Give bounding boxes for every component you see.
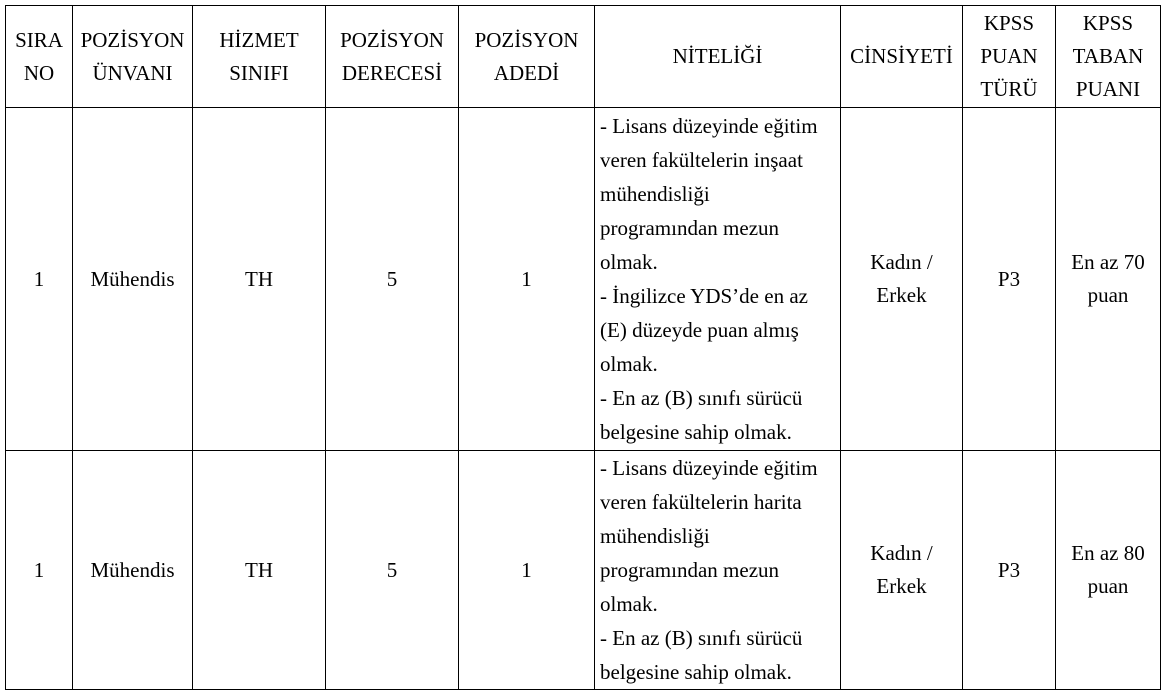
cell-cinsiyeti bbox=[841, 451, 963, 690]
table-header bbox=[6, 6, 1161, 108]
header-kpss-puan-turu bbox=[963, 6, 1056, 108]
header-line: KPSS bbox=[1082, 11, 1134, 35]
table-body bbox=[6, 108, 1161, 690]
cell-hizmet-sinifi: TH bbox=[193, 451, 326, 690]
table-row bbox=[6, 108, 1161, 451]
header-line: SINIFI bbox=[229, 60, 289, 85]
qualification-line: programından mezun bbox=[600, 558, 780, 582]
header-pozisyon-adedi bbox=[459, 6, 595, 108]
header-niteligi bbox=[595, 6, 841, 108]
qualification-line: belgesine sahip olmak. bbox=[600, 660, 792, 684]
qualification-line: mühendisliği bbox=[600, 182, 710, 206]
qualification-line: olmak. bbox=[600, 352, 658, 376]
header-line: PUAN bbox=[980, 44, 1038, 68]
gender-line: Kadın / bbox=[870, 250, 933, 274]
score-line: En az 70 bbox=[1071, 250, 1145, 274]
header-row bbox=[6, 6, 1161, 108]
qualification-line: - İngilizce YDS’de en az bbox=[600, 284, 808, 308]
gender-line: Kadın / bbox=[870, 541, 933, 565]
cell-pozisyon-adedi: 1 bbox=[459, 108, 595, 451]
qualification-line: olmak. bbox=[600, 592, 658, 616]
cell-sira-no: 1 bbox=[6, 108, 73, 451]
cell-niteligi bbox=[595, 108, 841, 451]
header-line: POZİSYON bbox=[340, 27, 444, 52]
header-line: KPSS bbox=[983, 11, 1035, 35]
header-line: ADEDİ bbox=[493, 60, 560, 85]
cell-kpss-puan-turu: P3 bbox=[963, 108, 1056, 451]
cell-pozisyon-unvani: Mühendis bbox=[73, 108, 193, 451]
qualification-line: programından mezun bbox=[600, 216, 780, 240]
header-line: NİTELİĞİ bbox=[672, 44, 763, 68]
cell-kpss-puan-turu: P3 bbox=[963, 451, 1056, 690]
header-line: TÜRÜ bbox=[980, 77, 1038, 101]
gender-line: Erkek bbox=[876, 574, 927, 598]
header-line: TABAN bbox=[1072, 44, 1144, 68]
qualification-line: - Lisans düzeyinde eğitim bbox=[600, 456, 818, 480]
header-line: HİZMET bbox=[219, 27, 299, 52]
gender-line: Erkek bbox=[876, 283, 927, 307]
header-line: NO bbox=[23, 60, 55, 85]
qualification-line: olmak. bbox=[600, 250, 658, 274]
header-line: POZİSYON bbox=[80, 27, 185, 52]
qualification-line: - En az (B) sınıfı sürücü bbox=[600, 626, 803, 650]
header-line: SIRA bbox=[15, 27, 63, 52]
cell-kpss-taban-puani bbox=[1056, 451, 1161, 690]
score-line: En az 80 bbox=[1071, 541, 1145, 565]
position-table bbox=[5, 5, 1161, 690]
header-line: PUANI bbox=[1075, 77, 1141, 101]
header-sira-no bbox=[6, 6, 73, 108]
header-line: CİNSİYETİ bbox=[850, 44, 953, 68]
cell-pozisyon-derecesi: 5 bbox=[326, 108, 459, 451]
header-pozisyon-unvani bbox=[73, 6, 193, 108]
qualification-line: - Lisans düzeyinde eğitim bbox=[600, 114, 818, 138]
score-line: puan bbox=[1087, 283, 1129, 307]
header-kpss-taban-puani bbox=[1056, 6, 1161, 108]
cell-niteligi bbox=[595, 451, 841, 690]
cell-pozisyon-derecesi: 5 bbox=[326, 451, 459, 690]
cell-cinsiyeti bbox=[841, 108, 963, 451]
table-row bbox=[6, 451, 1161, 690]
cell-sira-no: 1 bbox=[6, 451, 73, 690]
cell-pozisyon-adedi: 1 bbox=[459, 451, 595, 690]
cell-pozisyon-unvani: Mühendis bbox=[73, 451, 193, 690]
qualification-line: mühendisliği bbox=[600, 524, 710, 548]
header-pozisyon-derecesi bbox=[326, 6, 459, 108]
qualification-line: - En az (B) sınıfı sürücü bbox=[600, 386, 803, 410]
header-cinsiyeti bbox=[841, 6, 963, 108]
header-hizmet-sinifi bbox=[193, 6, 326, 108]
header-line: DERECESİ bbox=[341, 60, 443, 85]
cell-kpss-taban-puani bbox=[1056, 108, 1161, 451]
header-line: ÜNVANI bbox=[92, 60, 173, 85]
score-line: puan bbox=[1087, 574, 1129, 598]
qualification-line: veren fakültelerin harita bbox=[600, 490, 802, 514]
qualification-line: belgesine sahip olmak. bbox=[600, 420, 792, 444]
qualification-line: (E) düzeyde puan almış bbox=[600, 318, 799, 342]
qualification-line: veren fakültelerin inşaat bbox=[600, 148, 803, 172]
cell-hizmet-sinifi: TH bbox=[193, 108, 326, 451]
header-line: POZİSYON bbox=[474, 27, 579, 52]
